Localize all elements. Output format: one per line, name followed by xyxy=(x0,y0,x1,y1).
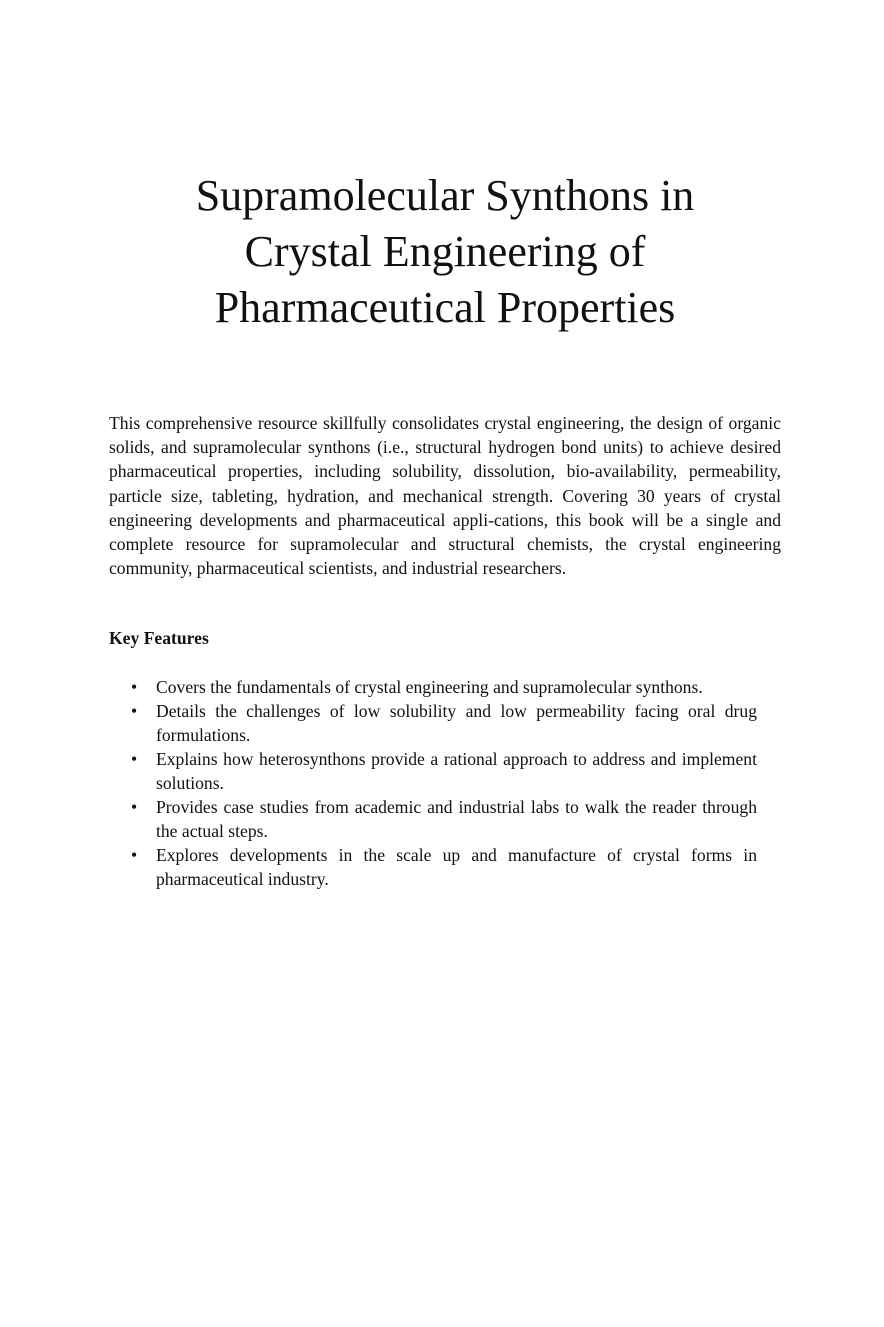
feature-text: Details the challenges of low solubility and low permeability facing oral drug formulations. xyxy=(156,701,757,745)
feature-text: Covers the fundamentals of crystal engineering and supramolecular synthons. xyxy=(156,677,703,697)
feature-item xyxy=(109,795,757,843)
feature-item xyxy=(109,699,757,747)
feature-text: Provides case studies from academic and industrial labs to walk the reader through the actual steps. xyxy=(156,797,757,841)
feature-text: Explores developments in the scale up and manufacture of crystal forms in pharmaceutical industry. xyxy=(156,845,757,889)
bullet-icon: • xyxy=(131,701,138,721)
bullet-icon: • xyxy=(131,797,138,817)
title-line-2: Crystal Engineering of xyxy=(244,227,646,276)
bullet-icon: • xyxy=(131,749,138,769)
feature-item xyxy=(109,675,757,699)
bullet-icon: • xyxy=(131,845,138,865)
title-line-3: Pharmaceutical Properties xyxy=(214,283,676,332)
feature-item xyxy=(109,843,757,891)
key-features-list xyxy=(109,675,757,891)
feature-item xyxy=(109,747,757,795)
feature-text: Explains how heterosynthons provide a rational approach to address and implement solutions. xyxy=(156,749,757,793)
title-line-1: Supramolecular Synthons in xyxy=(195,171,695,220)
book-title xyxy=(110,168,780,336)
key-features-heading: Key Features xyxy=(109,628,209,648)
book-description: This comprehensive resource skillfully consolidates crystal engineering, the design of organic solids, and supramolecular synthons (i.e., structural hydrogen bond units) to achieve desired pharmaceutical properties, including solubility, dissolution, bio-availability, permeability, particle size, tableting, hydration, and mechanical strength. Covering 30 years of crystal engineering developments and pharmaceutical appli-cations, this book will be a single and complete resource for supramolecular and structural chemists, the crystal engineering community, pharmaceutical scientists, and industrial researchers. xyxy=(109,413,781,579)
bullet-icon: • xyxy=(131,677,138,697)
